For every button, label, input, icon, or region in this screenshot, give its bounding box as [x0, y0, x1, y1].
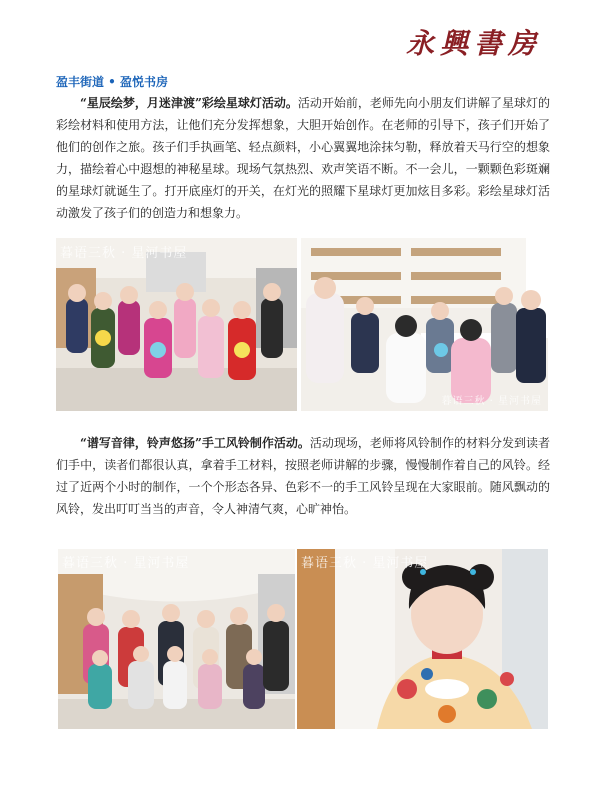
photo-wind-chime-group: [58, 549, 295, 729]
paragraph-body: 活动开始前，老师先向小朋友们讲解了星球灯的彩绘材料和使用方法，让他们充分发挥想象，大胆开始创作。在老师的引导下，孩子们开始了他们的创作之旅。孩子们手执画笔、轻点颜料，小心翼翼地涂抹匀勒，释放着天马行空的想象力，描绘着心中遐想的神秘星球。现场气氛热烈、欢声笑语不断。不一会儿，一颗颗色彩斑斓的星球灯就诞生了。打开底座灯的开关，在灯光的照耀下星球灯更加炫目多彩。彩绘星球灯活动激发了孩子们的创造力和想象力。: [56, 96, 550, 220]
paragraph-lead: “星辰绘梦，月迷津渡”彩绘星球灯活动。: [80, 96, 298, 110]
photo-star-lamp-table: [301, 238, 548, 411]
photo-wind-chime-child: [297, 549, 548, 729]
photo-watermark: 暮语三秋 · 星河书屋: [441, 396, 542, 407]
paragraph-wind-chime: [56, 432, 550, 520]
paragraph-lead: “谱写音律，铃声悠扬”手工风铃制作活动。: [80, 436, 310, 450]
photo-watermark: 暮语三秋 · 星河书屋: [62, 556, 190, 571]
brand-logo: 永興書房: [405, 27, 542, 60]
location-heading: 盈丰街道 • 盈悦书房: [56, 75, 169, 89]
paragraph-body: 活动现场，老师将风铃制作的材料分发到读者们手中，读者们都很认真，拿着手工材料，按照老师讲解的步骤，慢慢制作着自己的风铃。经过了近两个小时的制作，一个个形态各异、色彩不一的手工风铃呈现在大家眼前。随风飘动的风铃，发出叮叮当当的声音，令人神清气爽，心旷神怡。: [56, 436, 550, 516]
photo-watermark: 暮语三秋 · 星河书屋: [60, 246, 188, 261]
photo-star-lamp-group: [56, 238, 297, 411]
photo-watermark: 暮语三秋 · 星河书屋: [301, 556, 429, 571]
paragraph-star-lamp: [56, 92, 550, 224]
